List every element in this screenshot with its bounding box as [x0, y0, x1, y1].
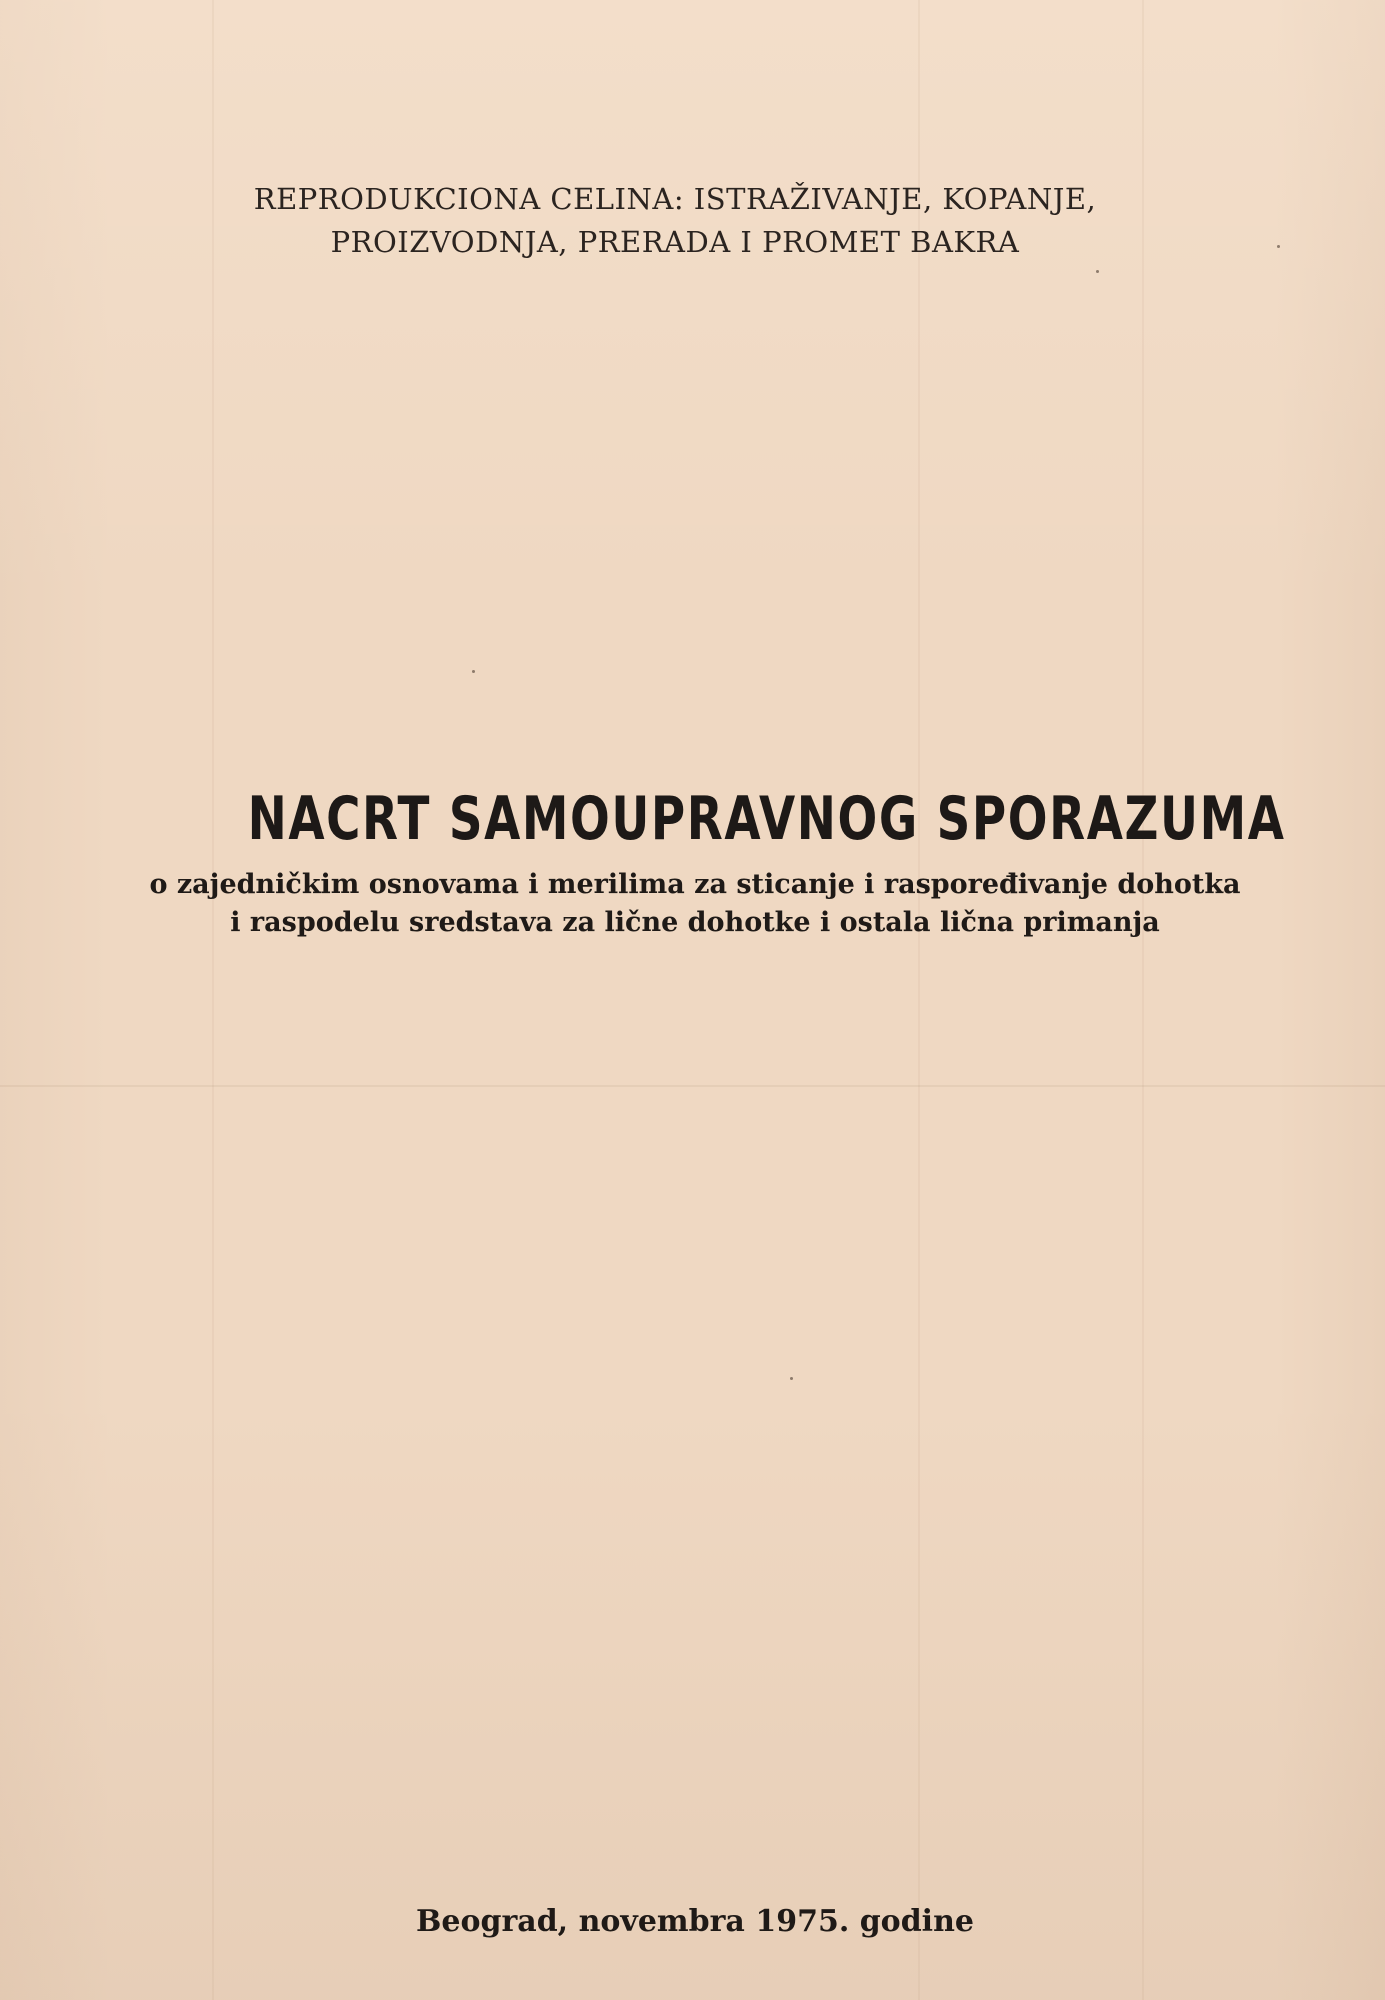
paper-fold-line — [0, 1085, 1385, 1087]
organization-header — [150, 178, 1200, 264]
header-line-1: REPRODUKCIONA CELINA: ISTRAŽIVANJE, KOPANJE, — [253, 182, 1097, 216]
document-title: NACRT SAMOUPRAVNOG SPORAZUMA — [247, 784, 1286, 854]
place-and-date: Beograd, novembra 1975. godine — [416, 1904, 974, 1939]
paper-streak — [918, 0, 920, 2000]
subtitle-line-1: o zajedničkim osnovama i merilima za sticanje i raspoređivanje dohotka — [149, 869, 1241, 900]
paper-streak — [1142, 0, 1144, 2000]
paper-speck — [1096, 270, 1099, 273]
paper-streak — [212, 0, 214, 2000]
header-line-2: PROIZVODNJA, PRERADA I PROMET BAKRA — [330, 225, 1020, 259]
subtitle-line-2: i raspodelu sredstava za lične dohotke i ostala lična primanja — [230, 907, 1160, 938]
paper-speck — [472, 670, 475, 673]
paper-speck — [1277, 245, 1280, 248]
document-subtitle — [70, 866, 1320, 942]
paper-speck — [790, 1377, 793, 1380]
